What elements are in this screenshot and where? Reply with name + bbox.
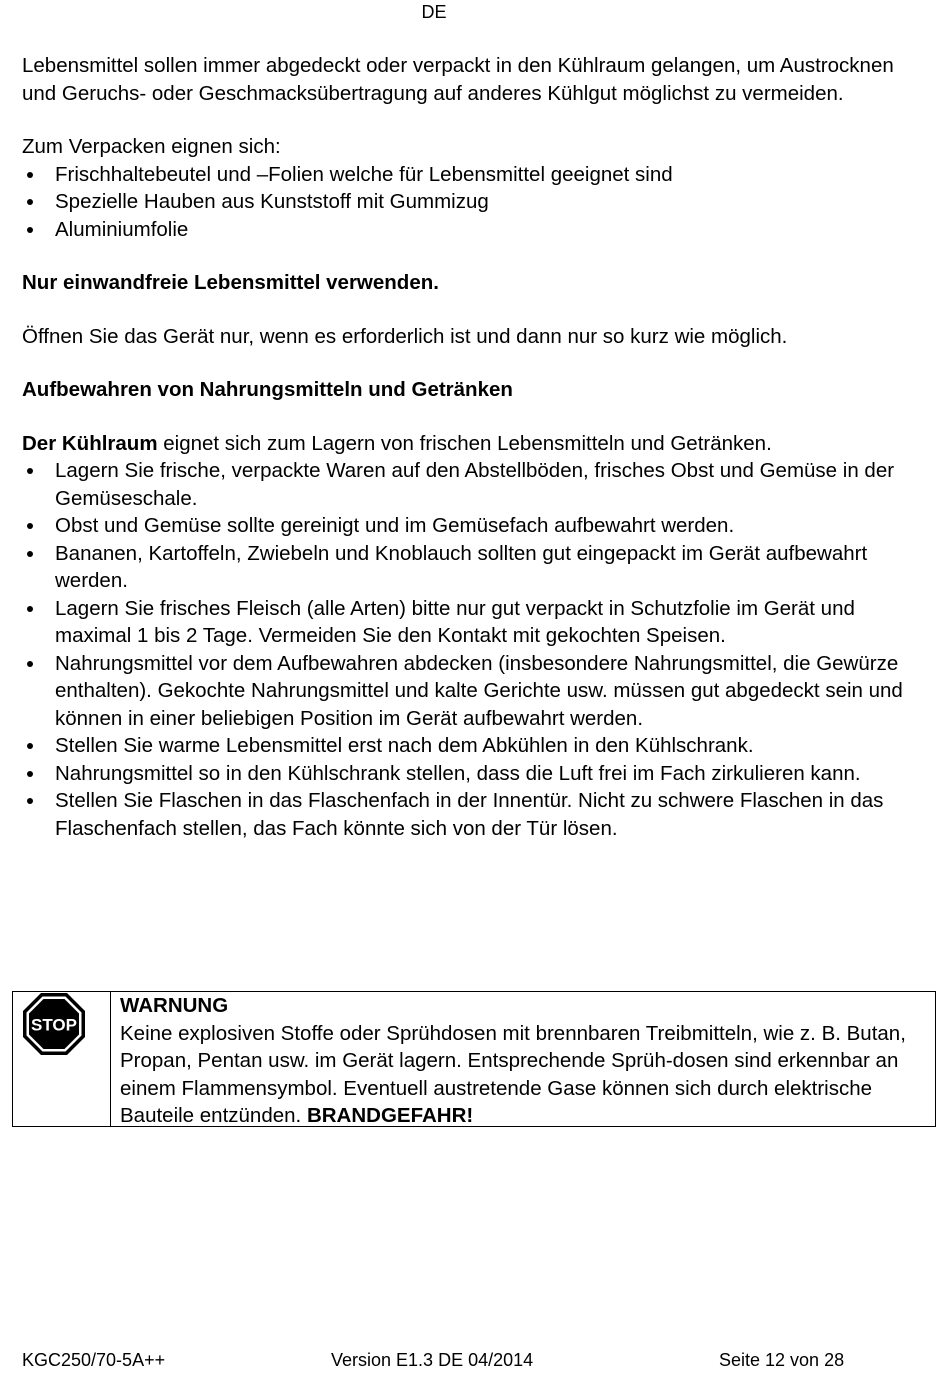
list-item: Lagern Sie frisches Fleisch (alle Arten) bitte nur gut verpackt in Schutzfolie im Gerät und maximal 1 bis 2 Tage. Vermeiden Sie den Kontakt mit gekochten Speisen.	[22, 595, 932, 650]
footer-model: KGC250/70-5A++	[22, 1350, 166, 1370]
warning-title: WARNUNG	[120, 994, 229, 1017]
footer-page-number: Seite 12 von 28	[719, 1350, 845, 1370]
storage-lead-bold: Der Kühlraum	[22, 431, 158, 455]
list-item: Stellen Sie Flaschen in das Flaschenfach in der Innentür. Nicht zu schwere Flaschen in das Flaschenfach stellen, das Fach könnte sich von der Tür lösen.	[22, 787, 932, 842]
warning-body: Keine explosiven Stoffe oder Sprühdosen mit brennbaren Treibmitteln, wie z. B. Butan, Propan, Pentan usw. im Gerät lagern. Entsprechende Sprüh-dosen sind erkennbar an einem Flammensymbol. Eventuell austretende Gase können sich durch elektrische Bauteile entzünden.	[120, 1021, 906, 1127]
list-item: Aluminiumfolie	[22, 216, 932, 244]
list-item: Lagern Sie frische, verpackte Waren auf den Abstellböden, frisches Obst und Gemüse in der Gemüseschale.	[22, 457, 932, 512]
list-item: Spezielle Hauben aus Kunststoff mit Gummizug	[22, 188, 932, 216]
stop-sign-text: STOP	[31, 1015, 77, 1035]
list-item: Frischhaltebeutel und –Folien welche für Lebensmittel geeignet sind	[22, 161, 932, 189]
bold-note: Nur einwandfreie Lebensmittel verwenden.	[22, 271, 439, 294]
open-note: Öffnen Sie das Gerät nur, wenn es erforderlich ist und dann nur so kurz wie möglich.	[22, 324, 788, 348]
page-content	[22, 52, 932, 842]
warning-text-cell	[111, 992, 935, 1126]
stop-sign-icon	[22, 992, 86, 1056]
warning-emphasis: BRANDGEFAHR!	[306, 1104, 474, 1127]
warning-text	[120, 1020, 935, 1130]
intro-paragraph: Lebensmittel sollen immer abgedeckt oder verpackt in den Kühlraum gelangen, um Austrocknen und Geruchs- oder Geschmacksübertragung auf anderes Kühlgut möglichst zu vermeiden.	[22, 54, 894, 105]
storage-lead	[22, 430, 932, 458]
footer-version: Version E1.3 DE 04/2014	[331, 1350, 534, 1370]
packing-heading: Zum Verpacken eignen sich:	[22, 135, 281, 158]
packing-list	[22, 161, 932, 244]
list-item: Bananen, Kartoffeln, Zwiebeln und Knoblauch sollten gut eingepackt im Gerät aufbewahrt werden.	[22, 540, 932, 595]
storage-list	[22, 457, 932, 842]
list-item: Stellen Sie warme Lebensmittel erst nach dem Abkühlen in den Kühlschrank.	[22, 732, 932, 760]
list-item: Nahrungsmittel vor dem Aufbewahren abdecken (insbesondere Nahrungsmittel, die Gewürze enthalten). Gekochte Nahrungsmittel und kalte Gerichte usw. müssen gut abgedeckt sein und können in einer beliebigen Position im Gerät aufbewahrt werden.	[22, 650, 932, 733]
section-heading: Aufbewahren von Nahrungsmitteln und Getränken	[22, 378, 513, 401]
list-item: Nahrungsmittel so in den Kühlschrank stellen, dass die Luft frei im Fach zirkulieren kann.	[22, 760, 932, 788]
storage-lead-text: eignet sich zum Lagern von frischen Lebensmitteln und Getränken.	[157, 431, 772, 455]
page-language-label: DE	[421, 2, 447, 22]
warning-box	[12, 991, 936, 1127]
list-item: Obst und Gemüse sollte gereinigt und im Gemüsefach aufbewahrt werden.	[22, 512, 932, 540]
warning-icon-cell	[13, 992, 111, 1126]
